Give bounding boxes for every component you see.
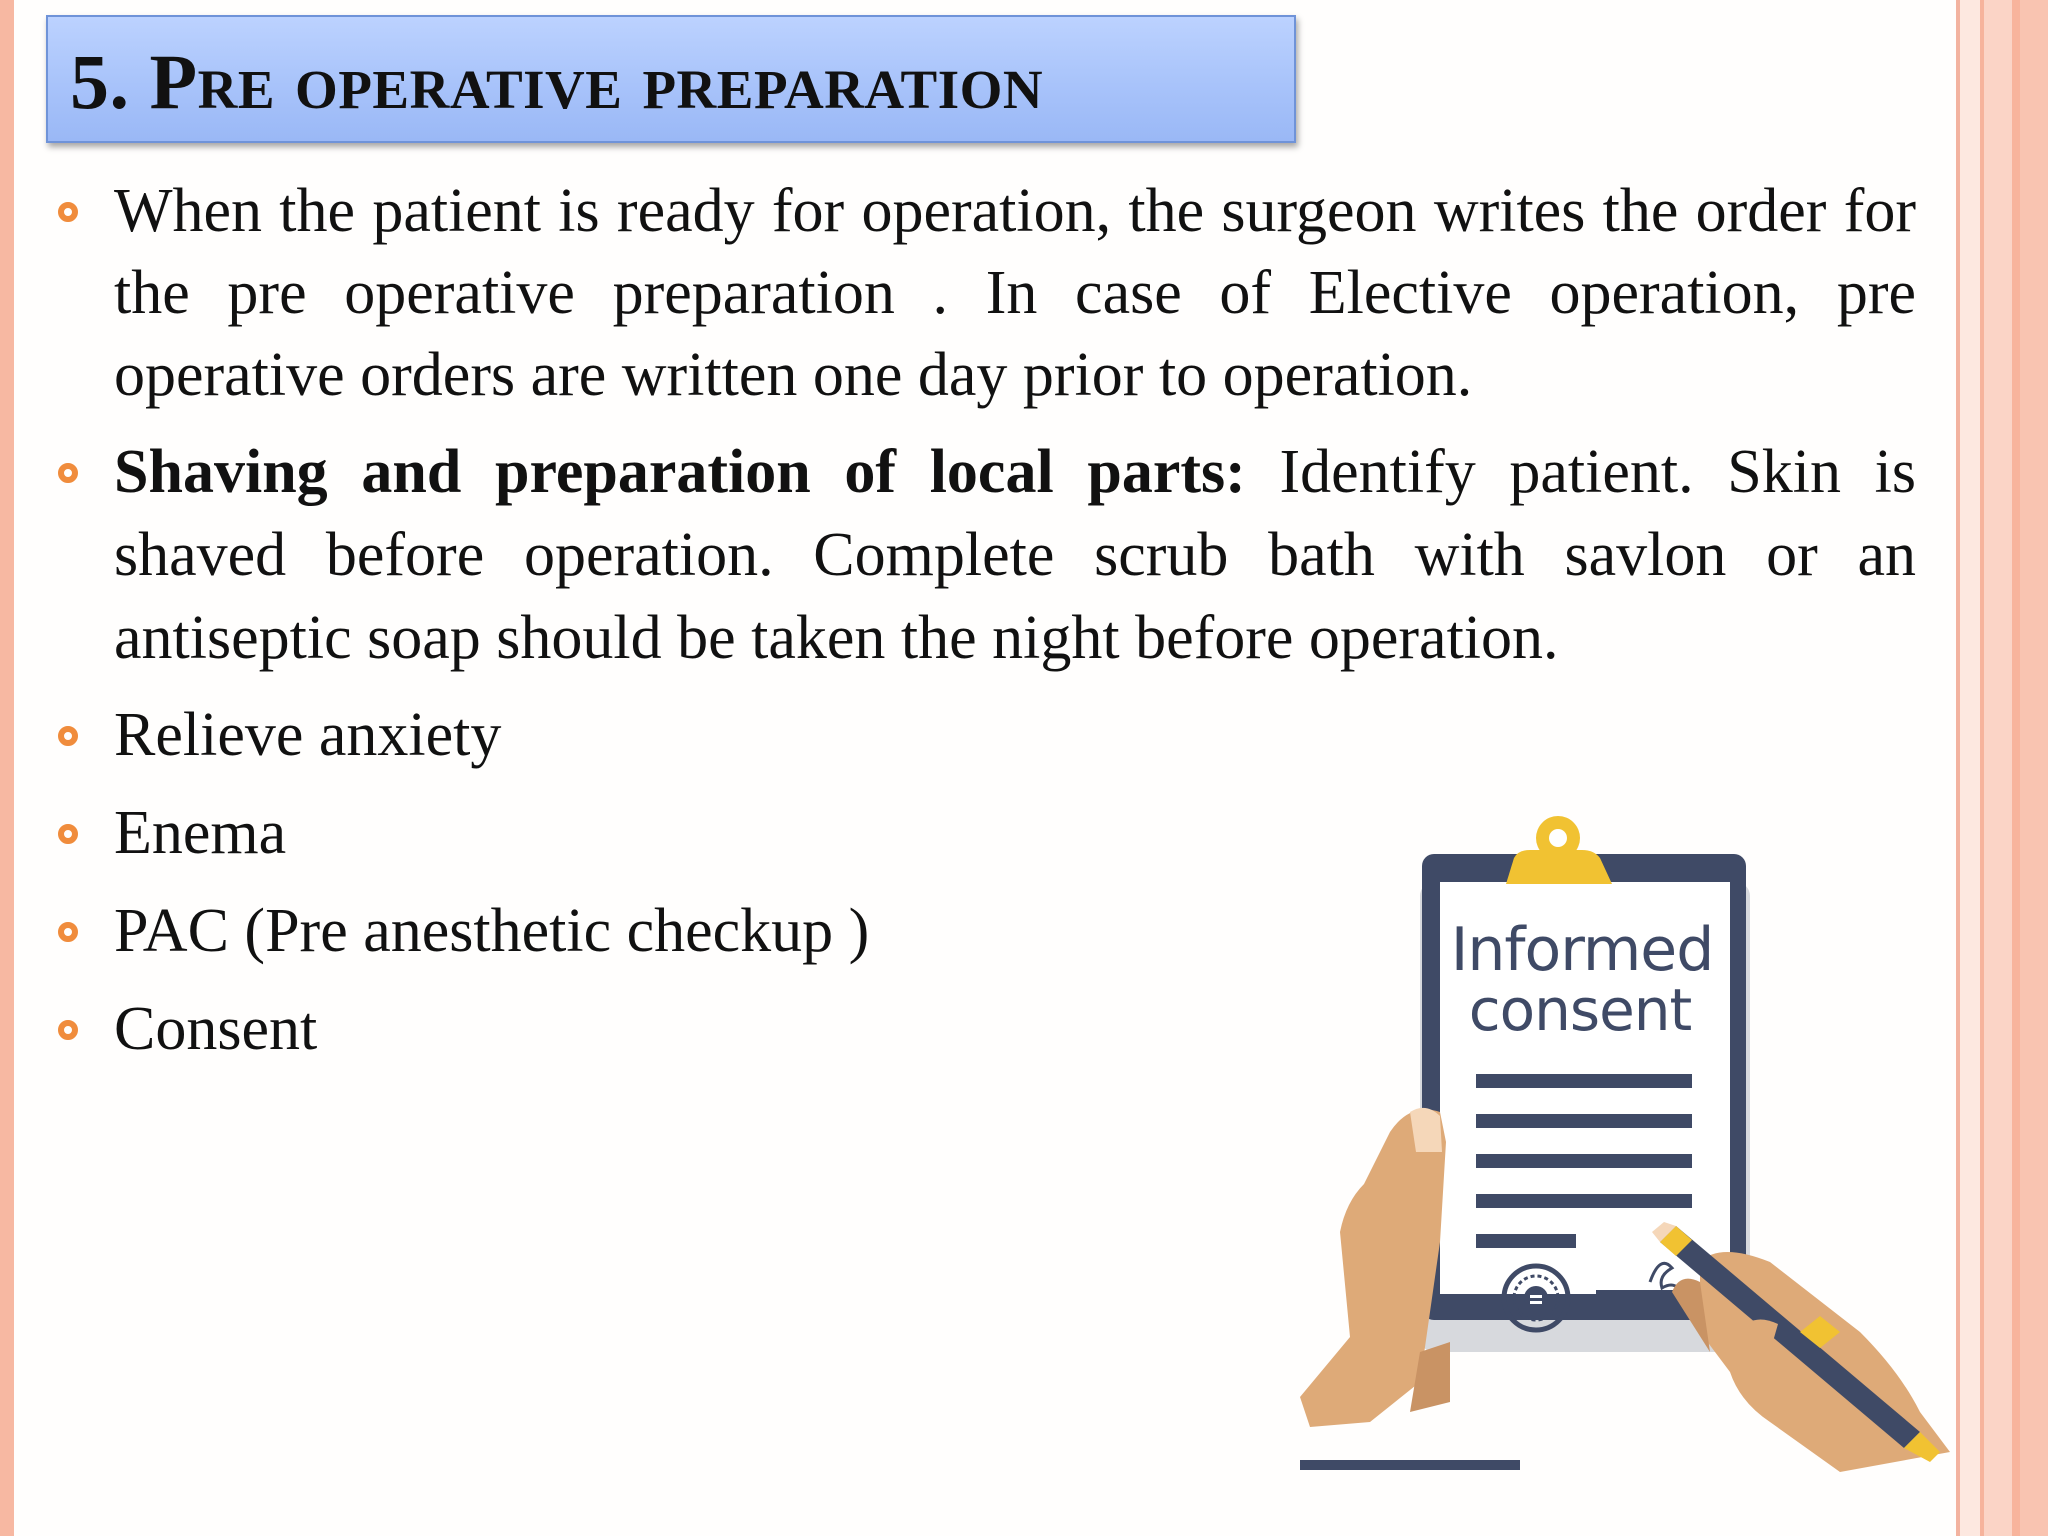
illustration-line2: consent (1468, 976, 1692, 1044)
bullet-text: Relieve anxiety (114, 701, 502, 769)
clipboard-consent-icon (1300, 812, 1960, 1482)
bullet-text: Identify patient. Skin is shaved before operation. Complete scrub bath with savlon or an antiseptic soap should be taken the night before operation. (114, 438, 1916, 672)
right-decorative-stripes (1956, 0, 2048, 1536)
title-number: 5. (70, 38, 130, 125)
slide-title-box (46, 15, 1296, 143)
left-border (0, 0, 14, 1536)
bullet-icon (58, 1020, 78, 1040)
bullet-icon (58, 824, 78, 844)
list-item (56, 686, 1916, 784)
bullet-text: Enema (114, 799, 287, 867)
bullet-text: When the patient is ready for operation, the surgeon writes the order for the pre operative preparation . In case of Elective operation, pre operative orders are written one day prior to operation. (114, 177, 1916, 409)
bullet-icon (58, 922, 78, 942)
list-item (56, 170, 1916, 416)
bullet-icon (58, 726, 78, 746)
bullet-lead: Shaving and preparation of local parts: (114, 438, 1246, 506)
illustration-line1: Informed (1450, 915, 1714, 985)
bullet-text: Consent (114, 995, 318, 1063)
slide-title (70, 37, 1043, 127)
list-item (56, 431, 1916, 680)
title-text: Pre operative preparation (149, 38, 1044, 125)
bullet-text: PAC (Pre anesthetic checkup ) (114, 897, 870, 965)
bullet-icon (58, 463, 78, 483)
bullet-icon (58, 202, 78, 222)
